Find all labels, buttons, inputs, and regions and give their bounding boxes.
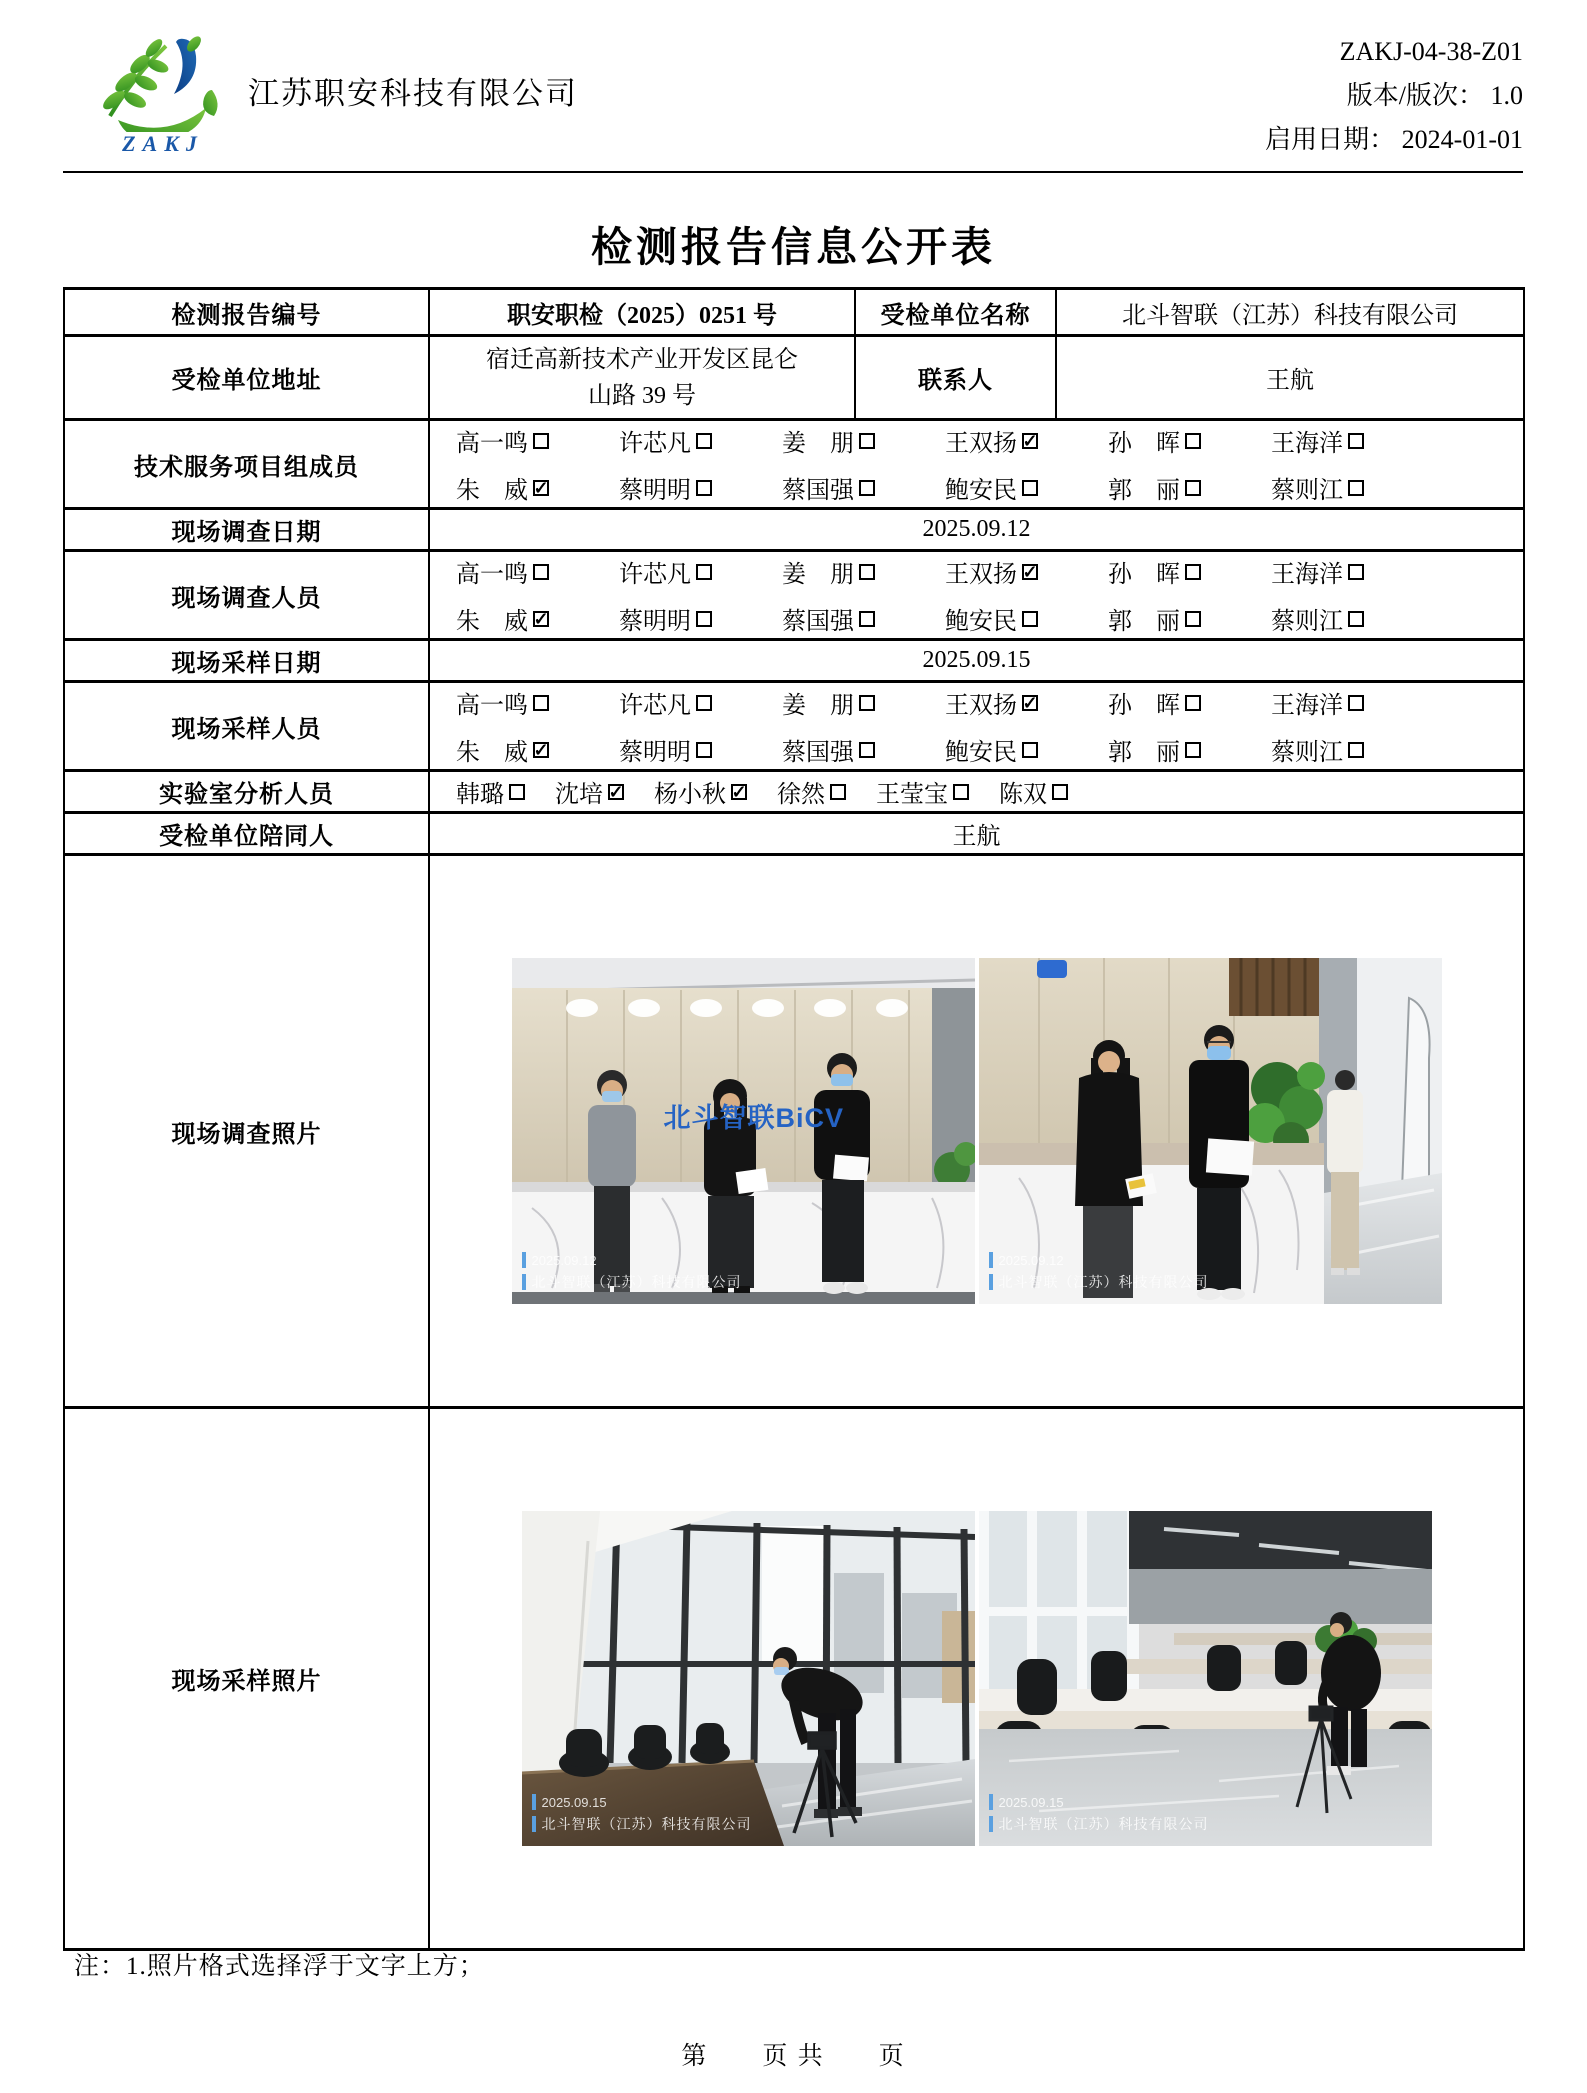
watermark-bar: [989, 1274, 993, 1290]
member-item: [456, 423, 619, 458]
member-name: 孙 晖: [1108, 562, 1180, 588]
member-name: 高一鸣: [456, 693, 528, 719]
watermark-bar: [522, 1274, 526, 1290]
member-name: 鲍安民: [945, 478, 1017, 504]
accompany-value: 王航: [429, 813, 1524, 855]
team-members-cell: [429, 420, 1524, 509]
survey-photo-1: [512, 958, 975, 1304]
survey-photos-cell: [429, 855, 1524, 1408]
table-row: [64, 551, 1524, 640]
checkbox-unchecked[interactable]: [859, 564, 875, 580]
member-name: 王双扬: [945, 562, 1017, 588]
checkbox-unchecked[interactable]: [859, 433, 875, 449]
member-item: [999, 774, 1068, 809]
member-item: [777, 774, 846, 809]
report-info-table: [63, 287, 1525, 1951]
table-row: [64, 336, 1524, 420]
page-number-footer: 第 页 共 页: [681, 2043, 906, 2070]
checkbox-unchecked[interactable]: [1348, 695, 1364, 711]
contact-label: 联系人: [855, 336, 1056, 420]
survey-date-label: 现场调查日期: [64, 509, 429, 551]
checkbox-checked[interactable]: ✓: [1022, 430, 1038, 451]
member-item: [1108, 423, 1271, 458]
wall-logo-text: 北斗智联BiCV: [663, 1103, 845, 1133]
member-name: 郭 丽: [1108, 478, 1180, 504]
member-name: 王海洋: [1271, 431, 1343, 457]
accompany-label: 受检单位陪同人: [64, 813, 429, 855]
member-item: [782, 554, 945, 589]
checkbox-unchecked[interactable]: [859, 695, 875, 711]
member-name: 高一鸣: [456, 562, 528, 588]
watermark-company: 北斗智联（江苏）科技有限公司: [998, 1274, 1209, 1290]
member-item: [945, 423, 1108, 458]
member-name: 郭 丽: [1108, 609, 1180, 635]
page-title: 检测报告信息公开表: [591, 224, 996, 270]
checkbox-unchecked[interactable]: [696, 433, 712, 449]
member-name: 孙 晖: [1108, 431, 1180, 457]
table-row: [64, 509, 1524, 551]
checkbox-unchecked[interactable]: [1022, 480, 1038, 496]
member-item: [876, 774, 969, 809]
member-item: [456, 774, 525, 809]
checkbox-unchecked[interactable]: [830, 784, 846, 800]
address-label: 受检单位地址: [64, 336, 429, 420]
checkbox-unchecked[interactable]: [1022, 611, 1038, 627]
member-name: 朱 威: [456, 740, 528, 766]
member-item: [619, 554, 782, 589]
member-name: 蔡明明: [619, 609, 691, 635]
member-item: [782, 423, 945, 458]
member-name: 王海洋: [1271, 693, 1343, 719]
logo-zakj-text: ZAKJ: [122, 131, 204, 156]
member-name: 沈培: [555, 782, 603, 808]
member-item: [555, 774, 624, 809]
member-item: [1108, 685, 1271, 720]
survey-photo-2: [979, 958, 1442, 1304]
member-name: 孙 晖: [1108, 693, 1180, 719]
member-name: 韩璐: [456, 782, 504, 808]
member-name: 鲍安民: [945, 740, 1017, 766]
watermark-date: 2025.09.12: [531, 1252, 597, 1268]
sampling-staff-cell: [429, 682, 1524, 771]
watermark-bar: [989, 1794, 993, 1810]
checkbox-unchecked[interactable]: [1185, 742, 1201, 758]
member-name: 许芯凡: [619, 431, 691, 457]
member-item: [945, 470, 1108, 505]
member-name: 蔡明明: [619, 740, 691, 766]
checkbox-unchecked[interactable]: [1348, 564, 1364, 580]
photo-watermark: [522, 1248, 742, 1292]
member-name: 蔡国强: [782, 478, 854, 504]
table-row: [64, 1408, 1524, 1950]
member-item: [654, 774, 747, 809]
member-name: 姜 朋: [782, 562, 854, 588]
table-row: [64, 771, 1524, 813]
member-name: 姜 朋: [782, 431, 854, 457]
member-name: 蔡明明: [619, 478, 691, 504]
leaf-logo-icon: [88, 28, 238, 132]
checkbox-unchecked[interactable]: [1185, 695, 1201, 711]
member-item: [456, 685, 619, 720]
member-item: [945, 732, 1108, 767]
doc-enable-date: 启用日期： 2024-01-01: [1265, 125, 1523, 154]
member-item: [1108, 470, 1271, 505]
footnote: 注：1.照片格式选择浮于文字上方；: [74, 1953, 485, 1980]
member-item: [782, 732, 945, 767]
member-name: 许芯凡: [619, 693, 691, 719]
member-item: [619, 423, 782, 458]
member-name: 朱 威: [456, 609, 528, 635]
member-name: 杨小秋: [654, 782, 726, 808]
checkbox-unchecked[interactable]: [696, 695, 712, 711]
watermark-bar: [989, 1816, 993, 1832]
member-item: [1108, 732, 1271, 767]
sampling-date-label: 现场采样日期: [64, 640, 429, 682]
member-name: 蔡则江: [1271, 478, 1343, 504]
checkbox-unchecked[interactable]: [533, 433, 549, 449]
member-item: [456, 554, 619, 589]
photo-watermark: [989, 1790, 1209, 1834]
member-item: [1271, 554, 1434, 589]
sampling-photos-cell: [429, 1408, 1524, 1950]
report-no-value: 职安职检（2025）0251 号: [429, 289, 855, 336]
unit-name-value: 北斗智联（江苏）科技有限公司: [1056, 289, 1524, 336]
checkbox-unchecked[interactable]: [1185, 611, 1201, 627]
watermark-date: 2025.09.15: [541, 1794, 607, 1810]
watermark-bar: [522, 1252, 526, 1268]
member-item: [945, 601, 1108, 636]
checkbox-unchecked[interactable]: [509, 784, 525, 800]
member-name: 朱 威: [456, 478, 528, 504]
member-item: [782, 601, 945, 636]
survey-photo-label: 现场调查照片: [64, 855, 429, 1408]
member-item: [945, 554, 1108, 589]
document-code-block: [1265, 30, 1523, 162]
checkbox-checked[interactable]: ✓: [533, 477, 549, 498]
lab-staff-label: 实验室分析人员: [64, 771, 429, 813]
lab-staff-cell: [429, 771, 1524, 813]
survey-staff-cell: [429, 551, 1524, 640]
member-name: 蔡国强: [782, 609, 854, 635]
watermark-bar: [989, 1252, 993, 1268]
checkbox-unchecked[interactable]: [859, 742, 875, 758]
checkbox-checked[interactable]: ✓: [608, 781, 624, 802]
checkbox-unchecked[interactable]: [1185, 433, 1201, 449]
sampling-photo-1: [522, 1511, 975, 1846]
team-label: 技术服务项目组成员: [64, 420, 429, 509]
member-item: [782, 470, 945, 505]
contact-value: 王航: [1056, 336, 1524, 420]
checkbox-unchecked[interactable]: [1348, 433, 1364, 449]
member-item: [1108, 554, 1271, 589]
watermark-bar: [532, 1816, 536, 1832]
table-row: [64, 813, 1524, 855]
address-value: 宿迁高新技术产业开发区昆仑山路 39 号: [429, 336, 855, 420]
checkbox-unchecked[interactable]: [533, 695, 549, 711]
member-name: 许芯凡: [619, 562, 691, 588]
table-row: [64, 289, 1524, 336]
checkbox-checked[interactable]: ✓: [533, 608, 549, 629]
member-name: 高一鸣: [456, 431, 528, 457]
sampling-date-value: 2025.09.15: [429, 640, 1524, 682]
member-item: [619, 685, 782, 720]
checkbox-unchecked[interactable]: [1348, 742, 1364, 758]
sampling-staff-label: 现场采样人员: [64, 682, 429, 771]
watermark-company: 北斗智联（江苏）科技有限公司: [998, 1816, 1209, 1832]
checkbox-checked[interactable]: ✓: [1022, 561, 1038, 582]
checkbox-unchecked[interactable]: [533, 564, 549, 580]
survey-date-value: 2025.09.12: [429, 509, 1524, 551]
survey-staff-label: 现场调查人员: [64, 551, 429, 640]
member-item: [1271, 685, 1434, 720]
member-item: [456, 601, 619, 636]
header-divider: [63, 171, 1523, 173]
checkbox-unchecked[interactable]: [859, 611, 875, 627]
photo-watermark: [532, 1790, 752, 1834]
checkbox-checked[interactable]: ✓: [731, 781, 747, 802]
member-item: [619, 732, 782, 767]
member-item: [945, 685, 1108, 720]
checkbox-unchecked[interactable]: [696, 611, 712, 627]
member-item: [456, 470, 619, 505]
watermark-company: 北斗智联（江苏）科技有限公司: [541, 1816, 752, 1832]
member-item: [1271, 601, 1434, 636]
table-row: [64, 640, 1524, 682]
checkbox-unchecked[interactable]: [1348, 480, 1364, 496]
checkbox-unchecked[interactable]: [1052, 784, 1068, 800]
checkbox-unchecked[interactable]: [1022, 742, 1038, 758]
unit-name-label: 受检单位名称: [855, 289, 1056, 336]
checkbox-unchecked[interactable]: [696, 742, 712, 758]
checkbox-unchecked[interactable]: [1185, 480, 1201, 496]
photo-watermark: [989, 1248, 1209, 1292]
checkbox-checked[interactable]: ✓: [1022, 692, 1038, 713]
doc-code: ZAKJ-04-38-Z01: [1339, 37, 1523, 66]
member-item: [1271, 732, 1434, 767]
member-name: 王海洋: [1271, 562, 1343, 588]
member-name: 王双扬: [945, 431, 1017, 457]
member-item: [619, 470, 782, 505]
member-item: [456, 732, 619, 767]
table-row: [64, 420, 1524, 509]
company-name: 江苏职安科技有限公司: [248, 76, 578, 111]
company-logo: [88, 28, 238, 158]
checkbox-unchecked[interactable]: [1348, 611, 1364, 627]
checkbox-unchecked[interactable]: [1185, 564, 1201, 580]
member-item: [1271, 423, 1434, 458]
member-item: [619, 601, 782, 636]
report-no-label: 检测报告编号: [64, 289, 429, 336]
person-visitor: [1327, 1070, 1363, 1275]
table-row: [64, 682, 1524, 771]
checkbox-unchecked[interactable]: [953, 784, 969, 800]
member-item: [1271, 470, 1434, 505]
watermark-date: 2025.09.12: [998, 1252, 1064, 1268]
member-item: [782, 685, 945, 720]
member-name: 郭 丽: [1108, 740, 1180, 766]
member-name: 鲍安民: [945, 609, 1017, 635]
sampling-photo-label: 现场采样照片: [64, 1408, 429, 1950]
watermark-date: 2025.09.15: [998, 1794, 1064, 1810]
table-row: [64, 855, 1524, 1408]
watermark-bar: [532, 1794, 536, 1810]
sampling-photo-2: [979, 1511, 1432, 1846]
member-name: 陈双: [999, 782, 1047, 808]
member-name: 蔡则江: [1271, 609, 1343, 635]
checkbox-unchecked[interactable]: [859, 480, 875, 496]
member-name: 王双扬: [945, 693, 1017, 719]
checkbox-unchecked[interactable]: [696, 564, 712, 580]
member-name: 蔡则江: [1271, 740, 1343, 766]
checkbox-checked[interactable]: ✓: [533, 739, 549, 760]
member-name: 徐然: [777, 782, 825, 808]
checkbox-unchecked[interactable]: [696, 480, 712, 496]
doc-version: 版本/版次： 1.0: [1346, 81, 1523, 110]
member-name: 蔡国强: [782, 740, 854, 766]
member-name: 姜 朋: [782, 693, 854, 719]
member-name: 王莹宝: [876, 782, 948, 808]
watermark-company: 北斗智联（江苏）科技有限公司: [531, 1274, 742, 1290]
member-item: [1108, 601, 1271, 636]
